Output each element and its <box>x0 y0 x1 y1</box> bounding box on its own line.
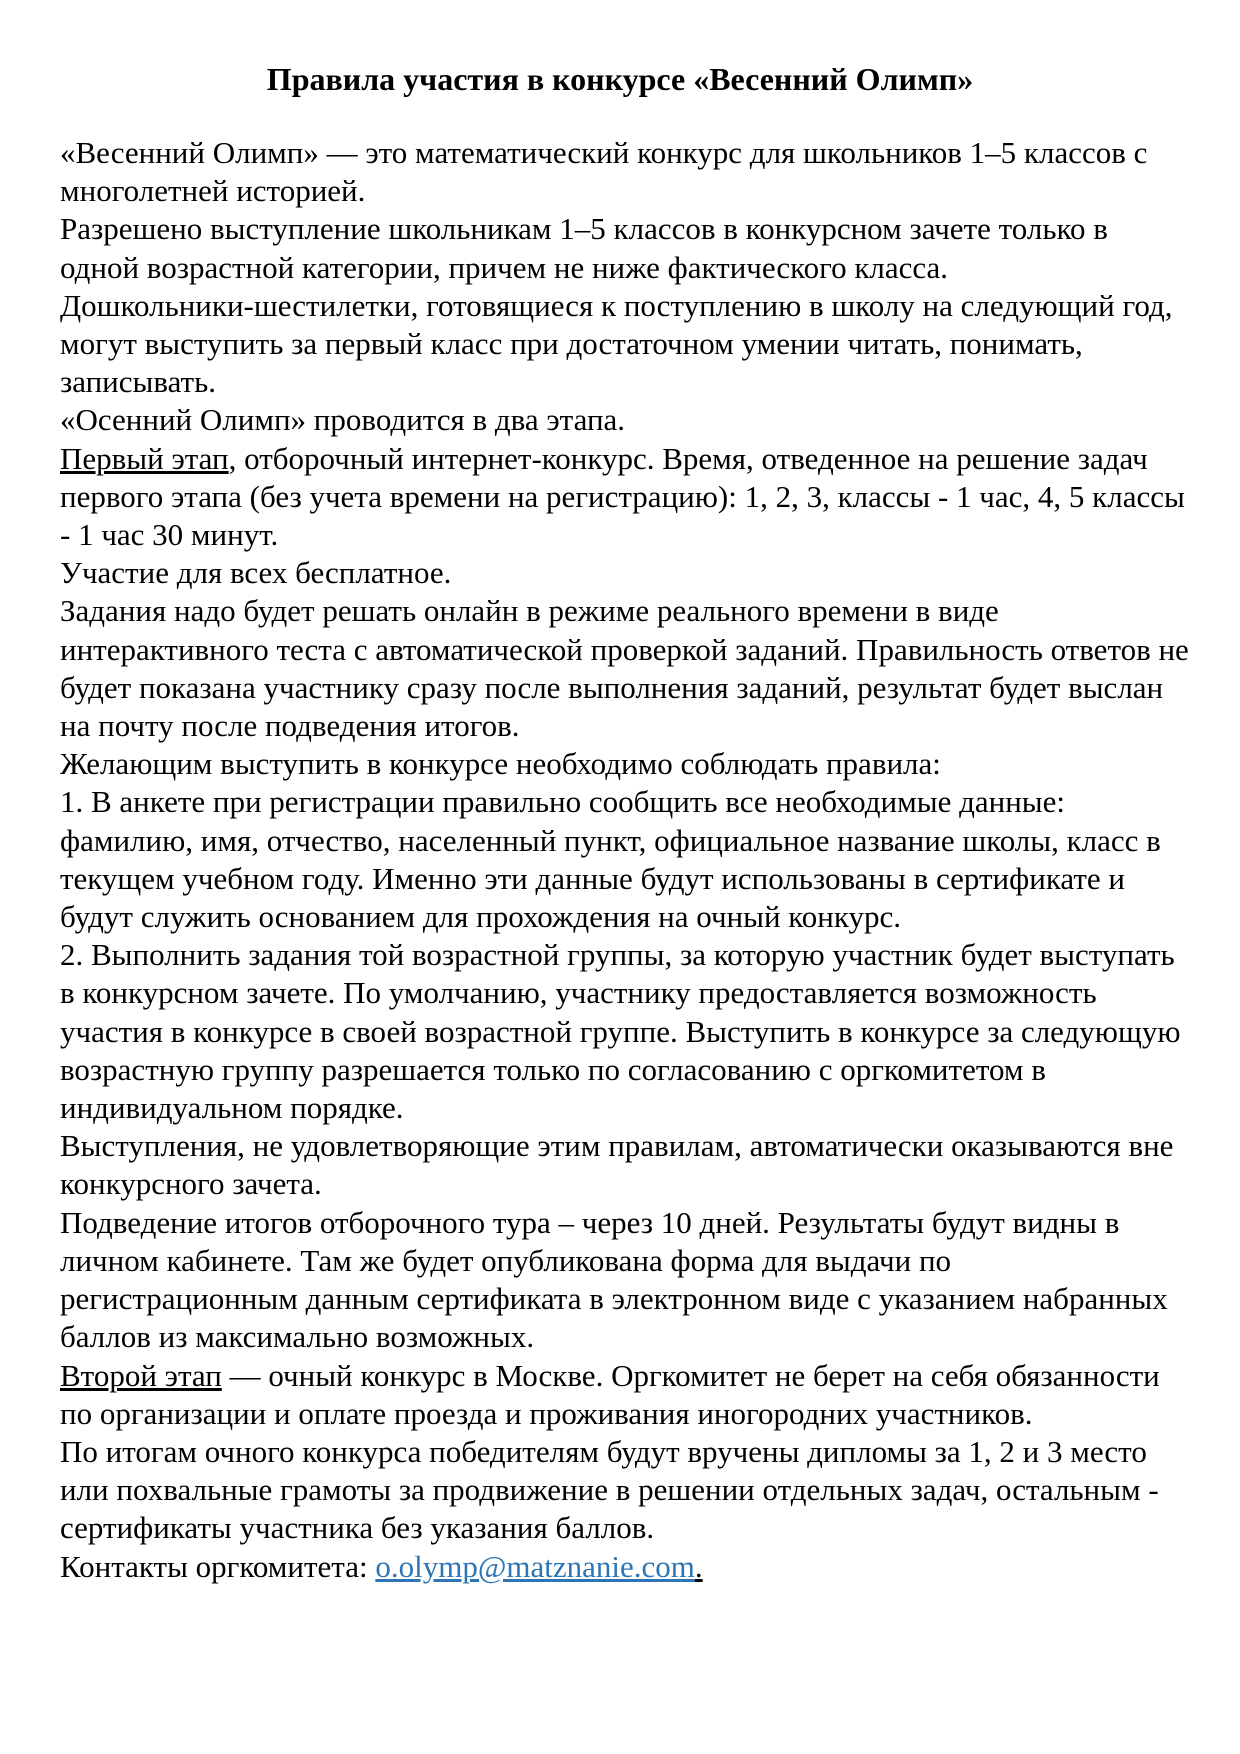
stages-intro-paragraph: «Осенний Олимп» проводится в два этапа. <box>60 402 626 438</box>
rule-1-paragraph: 1. В анкете при регистрации правильно сообщить все необходимые данные: фамилию, имя, отчество, населенный пункт, официальное название школы, класс в текущем учебном году. Именно эти данные будут использованы в сертификате и будут служить основанием для прохождения на очный конкурс. <box>60 784 1161 935</box>
stage2-paragraph <box>60 1357 1190 1433</box>
document-body <box>60 134 1190 1586</box>
contacts-trailing-period: . <box>694 1548 703 1584</box>
free-participation-paragraph: Участие для всех бесплатное. <box>60 555 452 591</box>
stage2-label: Второй этап <box>60 1357 222 1393</box>
stage1-text: , отборочный интернет-конкурс. Время, отведенное на решение задач первого этапа (без учета времени на регистрацию): 1, 2, 3, классы - 1 час, 4, 5 классы - 1 час 30 минут. <box>60 440 1185 553</box>
contacts-paragraph <box>60 1548 1190 1586</box>
stage2-text: — очный конкурс в Москве. Оргкомитет не берет на себя обязанности по организации и оплате проезда и проживания иногородних участников. <box>60 1357 1160 1431</box>
rules-intro-paragraph: Желающим выступить в конкурсе необходимо соблюдать правила: <box>60 746 941 782</box>
rule-2-paragraph: 2. Выполнить задания той возрастной группы, за которую участник будет выступать в конкурсном зачете. По умолчанию, участнику предоставляется возможность участия в конкурсе в своей возрастной группе. Выступить в конкурсе за следующую возрастную группу разрешается только по согласованию с оргкомитетом в индивидуальном порядке. <box>60 937 1181 1126</box>
online-tasks-paragraph: Задания надо будет решать онлайн в режиме реального времени в виде интерактивного теста с автоматической проверкой заданий. Правильность ответов не будет показана участнику сразу после выполнения заданий, результат будет выслан на почту после подведения итогов. <box>60 593 1189 744</box>
results-paragraph: Подведение итогов отборочного тура – через 10 дней. Результаты будут видны в личном кабинете. Там же будет опубликована форма для выдачи по регистрационным данным сертификата в электронном виде с указанием набранных баллов из максимально возможных. <box>60 1204 1168 1355</box>
contact-email-link[interactable]: o.olymp@matznanie.com <box>375 1548 695 1584</box>
document-title: Правила участия в конкурсе «Весенний Олимп» <box>266 61 974 97</box>
stage1-label: Первый этап <box>60 440 229 476</box>
preschoolers-paragraph: Дошкольники-шестилетки, готовящиеся к поступлению в школу на следующий год, могут выступить за первый класс при достаточном умении читать, понимать, записывать. <box>60 287 1173 400</box>
awards-paragraph: По итогам очного конкурса победителям будут вручены дипломы за 1, 2 и 3 место или похвальные грамоты за продвижение в решении отдельных задач, остальным - сертификаты участника без указания баллов. <box>60 1433 1159 1546</box>
stage1-paragraph <box>60 440 1190 555</box>
contacts-label: Контакты оргкомитета: <box>60 1548 376 1584</box>
violations-paragraph: Выступления, не удовлетворяющие этим правилам, автоматически оказываются вне конкурсного зачета. <box>60 1128 1174 1202</box>
eligibility-paragraph: Разрешено выступление школьникам 1–5 классов в конкурсном зачете только в одной возрастной категории, причем не ниже фактического класса. <box>60 211 1108 285</box>
intro-paragraph: «Весенний Олимп» — это математический конкурс для школьников 1–5 классов с многолетней историей. <box>60 135 1148 209</box>
